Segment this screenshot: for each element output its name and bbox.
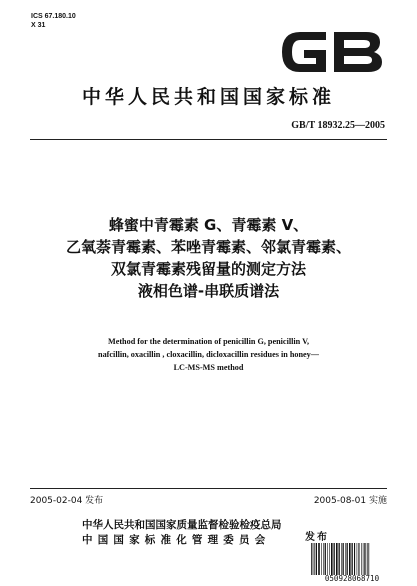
barcode-bar: [367, 543, 368, 575]
english-title-line: LC-MS-MS method: [173, 363, 244, 372]
barcode-bar: [329, 543, 330, 575]
classification-codes: [31, 12, 76, 30]
barcode-bar: [358, 543, 359, 575]
chinese-title: [0, 214, 417, 302]
publish-label: 发布: [305, 532, 329, 543]
gb-logo: [278, 26, 386, 78]
barcode-bar: [314, 543, 315, 575]
barcode-bar: [345, 543, 346, 575]
barcode-bar: [364, 543, 365, 575]
barcode-bar: [361, 543, 362, 575]
barcode-bar: [318, 543, 320, 575]
chinese-title-line: 液相色谱-串联质谱法: [137, 282, 280, 300]
barcode-bar: [311, 543, 312, 575]
barcode-bar: [331, 543, 333, 575]
barcode-bar: [325, 543, 326, 575]
ccs-code: X 31: [31, 22, 46, 29]
barcode-bar: [352, 543, 353, 575]
issuer-line: 中国国家标准化管理委员会: [82, 534, 271, 546]
barcode-bar: [354, 543, 355, 575]
english-title-line: nafcillin, oxacillin , cloxacillin, dicloxacillin residues in honey—: [98, 350, 319, 359]
barcode-bar: [341, 543, 342, 575]
chinese-title-line: 乙氧萘青霉素、苯唑青霉素、邻氯青霉素、: [65, 238, 351, 256]
barcode-bar: [347, 543, 348, 575]
barcode-bar: [343, 543, 344, 575]
barcode: [310, 543, 394, 575]
barcode-bar: [321, 543, 322, 575]
barcode-bar: [323, 543, 324, 575]
barcode-bar: [339, 543, 340, 575]
effective-date: 2005-08-01 实施: [313, 496, 387, 506]
barcode-number: 050928068710: [324, 574, 380, 583]
barcode-bar: [336, 543, 338, 575]
barcode-bar: [313, 543, 314, 575]
barcode-bar: [349, 543, 351, 575]
barcode-bar: [327, 543, 328, 575]
barcode-bar: [316, 543, 317, 575]
top-divider: [30, 139, 387, 140]
standard-title: 中华人民共和国国家标准: [81, 86, 335, 108]
english-title: [0, 335, 417, 374]
issuer-line: 中华人民共和国国家质量监督检验检疫总局: [82, 519, 282, 531]
issuing-authorities: [82, 518, 282, 548]
english-title-line: Method for the determination of penicillin G, penicillin V,: [107, 337, 310, 346]
chinese-title-line: 蜂蜜中青霉素 G、青霉素 V、: [108, 216, 309, 234]
standard-code: GB/T 18932.25—2005: [291, 120, 385, 131]
ics-code: ICS 67.180.10: [31, 13, 76, 20]
barcode-bar: [363, 543, 364, 575]
barcode-bar: [357, 543, 358, 575]
bottom-divider: [30, 488, 387, 489]
chinese-title-line: 双氯青霉素残留量的测定方法: [110, 260, 306, 278]
barcode-bar: [368, 543, 369, 575]
issue-date: 2005-02-04 发布: [30, 496, 104, 506]
barcode-bar: [334, 543, 335, 575]
